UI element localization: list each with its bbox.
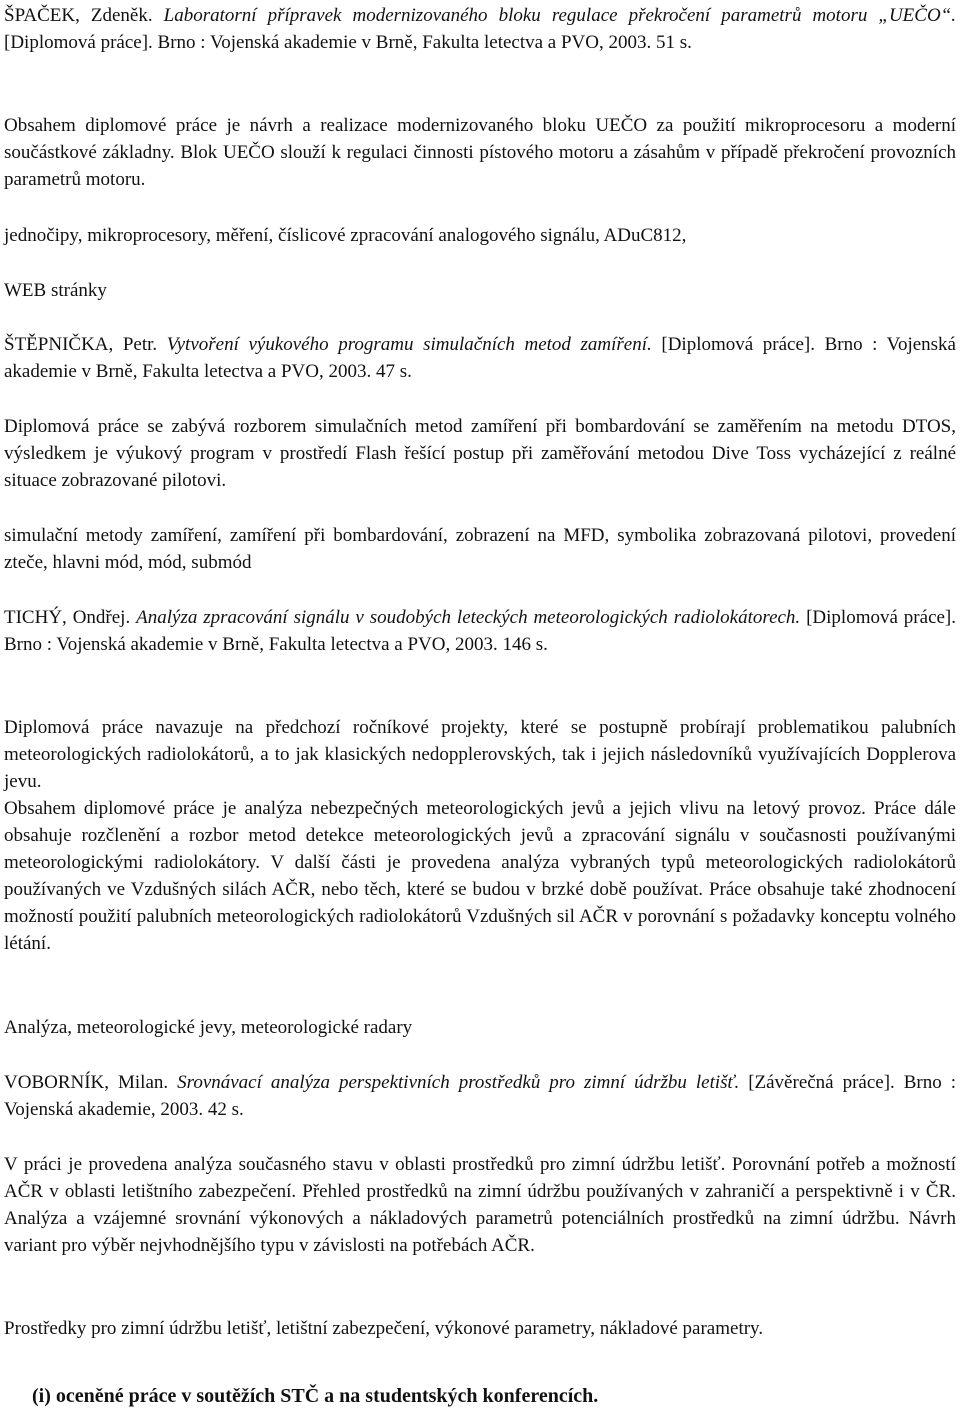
citation-publication: [Diplomová práce]. Brno : Vojenská akademie v Brně, Fakulta letectva a PVO, 2003. 146 s. [4,607,957,655]
abstract-tichy-paragraph-2: Obsahem diplomové práce je analýza nebezpečných meteorologických jevů a jejich vlivu na letový provoz. Práce dále obsahuje rozčlenění a rozbor metod detekce meteorologických jevů a zpracování signálu v současnosti používanými meteorologickými radiolokátory. V další části je provedena analýza vybraných typů meteorologických radiolokátorů používaných ve Vzdušných silách AČR, nebo těch, které se budou v brzké době používat. Práce obsahuje také zhodnocení možností použití palubních meteorologických radiolokátorů Vzdušných sil AČR v porovnání s požadavky konceptu volného létání. [4,798,956,954]
section-heading-awards: (i) oceněné práce v soutěžích STČ a na studentských konferencích. [32,1385,599,1407]
citation-author: VOBORNÍK, Milan. [4,1072,169,1093]
citation-title: Analýza zpracování signálu v soudobých leteckých meteorologických radiolokátorech. [136,607,801,628]
citation-vobornik [4,1069,956,1123]
keywords-stepnicka: simulační metody zamíření, zamíření při bombardování, zobrazení na MFD, symbolika zobrazovaná pilotovi, provedení zteče, hlavni mód, mód, submód [4,525,956,573]
citation-author: ŠTĚPNIČKA, Petr. [4,334,158,355]
citation-title: Vytvoření výukového programu simulačních metod zamíření. [166,334,652,355]
abstract-stepnicka: Diplomová práce se zabývá rozborem simulačních metod zamíření při bombardování se zaměřením na metodu DTOS, výsledkem je výukový program v prostředí Flash řešící postup při zaměřování metodou Dive Toss vycházející z reálné situace zobrazované pilotovi. [4,416,956,491]
citation-publication: [Závěrečná práce]. Brno : Vojenská akademie, 2003. 42 s. [4,1072,957,1120]
citation-publication: [Diplomová práce]. Brno : Vojenská akademie v Brně, Fakulta letectva a PVO, 2003. 47 s. [4,334,956,382]
keywords-vobornik: Prostředky pro zimní údržbu letišť, letištní zabezpečení, výkonové parametry, nákladové parametry. [4,1318,764,1339]
citation-title: Srovnávací analýza perspektivních prostředků pro zimní údržbu letišť. [177,1072,740,1093]
citation-author: TICHÝ, Ondřej. [4,607,131,628]
citation-author: ŠPAČEK, Zdeněk. [4,5,153,26]
citation-tichy [4,604,956,658]
citation-publication: [Diplomová práce]. Brno : Vojenská akademie v Brně, Fakulta letectva a PVO, 2003. 51 s. [4,32,692,53]
keywords-spacek-line-2: WEB stránky [4,280,107,301]
keywords-spacek-line-1: jednočipy, mikroprocesory, měření, číslicové zpracování analogového signálu, ADuC812, [4,225,687,246]
citation-title: Laboratorní přípravek modernizovaného bloku regulace překročení parametrů motoru „UEČO“. [163,5,956,26]
abstract-spacek: Obsahem diplomové práce je návrh a realizace modernizovaného bloku UEČO za použití mikroprocesoru a moderní součástkové základny. Blok UEČO slouží k regulaci činnosti pístového motoru a zásahům v případě překročení provozních parametrů motoru. [4,115,956,190]
abstract-tichy-paragraph-1: Diplomová práce navazuje na předchozí ročníkové projekty, které se postupně probírají problematikou palubních meteorologických radiolokátorů, a to jak klasických nedopplerovských, tak i jejich následovníků využívajících Dopplerova jevu. [4,717,956,792]
citation-stepnicka [4,331,956,385]
citation-spacek [4,2,956,56]
abstract-vobornik: V práci je provedena analýza současného stavu v oblasti prostředků pro zimní údržbu letišť. Porovnání potřeb a možností AČR v oblasti letištního zabezpečení. Přehled prostředků na zimní údržbu používaných v zahraničí a perspektivně i v ČR. Analýza a vzájemné srovnání výkonových a nákladových parametrů potenciálních prostředků na zimní údržbu. Návrh variant pro výběr nejvhodnějšího typu v závislosti na potřebách AČR. [4,1154,956,1256]
keywords-tichy: Analýza, meteorologické jevy, meteorologické radary [4,1017,413,1038]
